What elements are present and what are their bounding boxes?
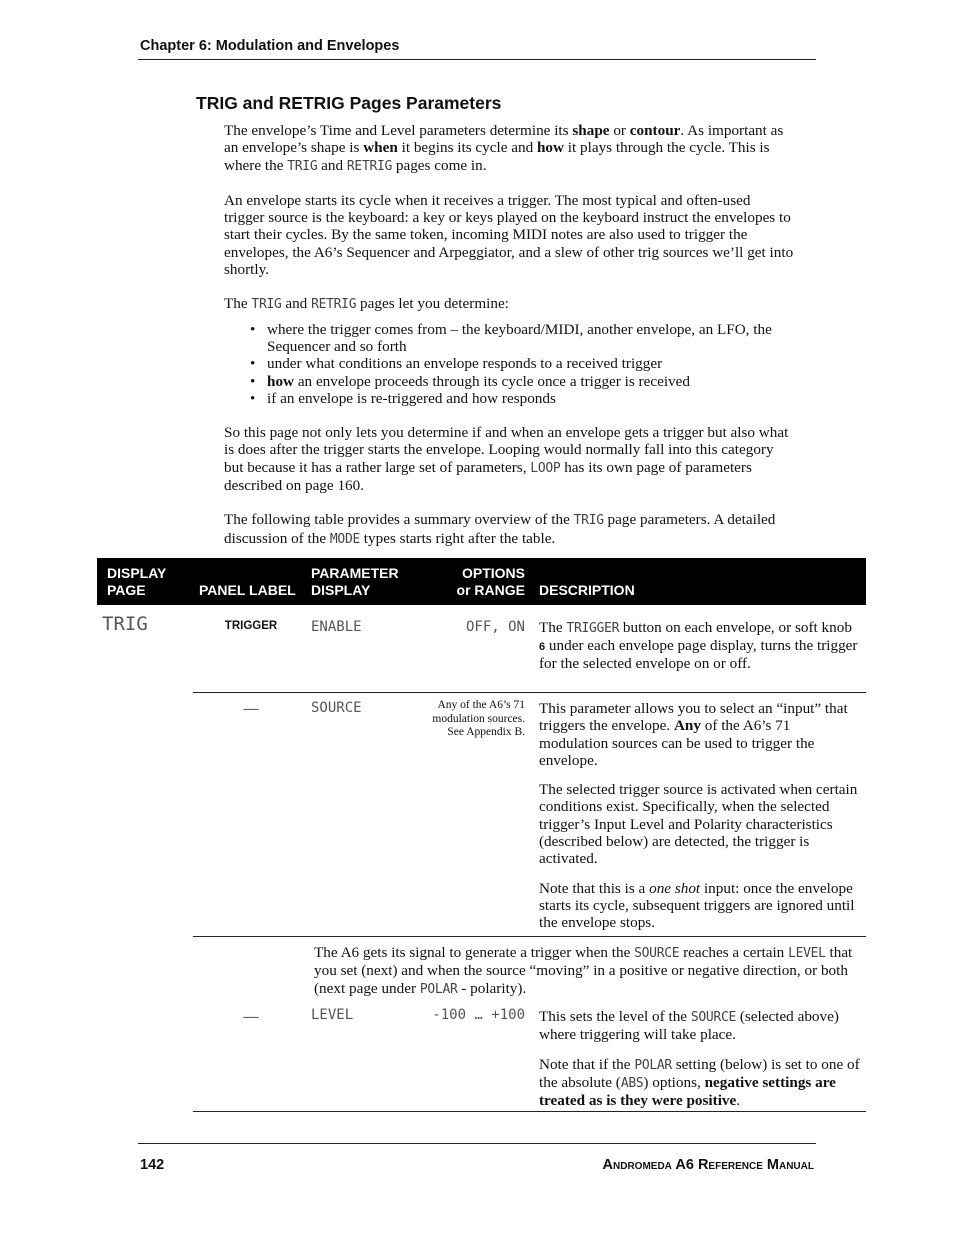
paragraph-2: An envelope starts its cycle when it receives a trigger. The most typical and often-used trigger source is the keyboard: a key or keys played on the keyboard instruct the envelopes to start their cycles. By the same token, incoming MIDI notes are also used to trigger the envelopes, the A6’s Sequencer and Arpeggiator, and a slew of other trig sources we’ll get into shortly.: [224, 191, 794, 279]
source-level-note: The A6 gets its signal to generate a trigger when the SOURCE reaches a certain LEVEL that you set (next) and when the source “moving” in a positive or negative direction, or both (next page under POLAR - polarity).: [314, 944, 853, 997]
paragraph-5: The following table provides a summary overview of the TRIG page parameters. A detailed discussion of the MODE types starts right after the table.: [224, 511, 776, 547]
footer-rule: [138, 1143, 816, 1144]
col-options: OPTIONS or RANGE: [456, 565, 525, 598]
panel-label-none: —: [243, 700, 259, 717]
col-panel-label: PANEL LABEL: [199, 582, 296, 598]
page-number: 142: [140, 1157, 165, 1173]
panel-label-none: —: [243, 1008, 259, 1025]
panel-label-trigger: TRIGGER: [224, 620, 278, 632]
manual-title: Andromeda A6 Reference Manual: [602, 1157, 814, 1173]
list-item: • if an envelope is re-triggered and how responds: [250, 390, 794, 407]
param-level: LEVEL: [311, 1007, 354, 1023]
param-enable: ENABLE: [311, 619, 362, 635]
col-display-page: DISPLAY PAGE: [107, 565, 167, 598]
intro-text: [224, 122, 794, 548]
list-item: • where the trigger comes from – the keyboard/MIDI, another envelope, an LFO, the Sequencer and so forth: [250, 321, 794, 356]
display-page-trig: TRIG: [102, 613, 148, 635]
row-divider: [193, 936, 866, 937]
paragraph-3: The TRIG and RETRIG pages let you determine:: [224, 295, 509, 313]
bullet-list: [224, 321, 794, 407]
description-level: This sets the level of the SOURCE (selected above) where triggering will take place. Note that if the POLAR setting (below) is set to one of the absolute (ABS) options, negative settings are treated as is they were positive.: [539, 1008, 860, 1110]
paragraph-4: So this page not only lets you determine if and when an envelope gets a trigger but also what is does after the trigger starts the envelope. Looping would normally fall into this category but because it has a rather large set of parameters, LOOP has its own page of parameters described on page 160.: [224, 424, 789, 495]
list-item: • under what conditions an envelope responds to a received trigger: [250, 355, 794, 372]
row-divider: [193, 692, 866, 693]
paragraph-1: The envelope’s Time and Level parameters determine its shape or contour. As important as an envelope’s shape is when it begins its cycle and how it plays through the cycle. This is where the TRIG and RETRIG pages come in.: [224, 122, 784, 174]
section-title: TRIG and RETRIG Pages Parameters: [196, 93, 502, 113]
table-header: [97, 558, 866, 605]
header-rule: [138, 59, 816, 60]
description-source: This parameter allows you to select an “input” that triggers the envelope. Any of the A6’s 71 modulation sources can be used to trigger the envelope. The selected trigger source is activated when certain conditions exist. Specifically, when the selected trigger’s Input Level and Polarity characteristics (described below) are detected, the trigger is activated. Note that this is a one shot input: once the envelope starts its cycle, subsequent triggers are ignored until the envelope stops.: [539, 700, 858, 932]
options-level-range: -100 … +100: [432, 1007, 525, 1023]
param-source: SOURCE: [311, 700, 362, 716]
chapter-header: Chapter 6: Modulation and Envelopes: [140, 38, 400, 54]
list-item: • how an envelope proceeds through its cycle once a trigger is received: [250, 373, 794, 390]
options-mod-sources: Any of the A6’s 71 modulation sources. See Appendix B.: [432, 699, 525, 738]
col-parameter-display: PARAMETER DISPLAY: [311, 565, 399, 598]
table-bottom-rule: [193, 1111, 866, 1112]
options-off-on: OFF, ON: [465, 619, 525, 635]
description-enable: The TRIGGER button on each envelope, or soft knob 6 under each envelope page display, turns the trigger for the selected envelope on or off.: [539, 619, 858, 672]
col-description: DESCRIPTION: [539, 582, 635, 598]
